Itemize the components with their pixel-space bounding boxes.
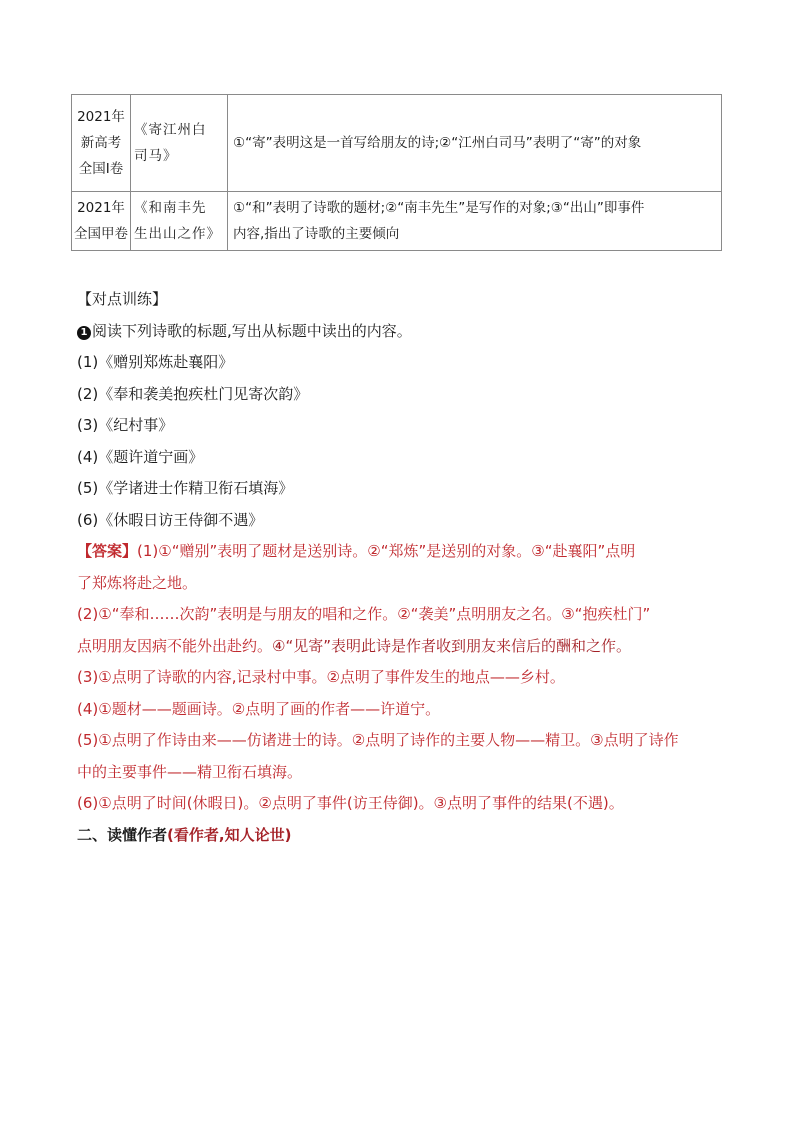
exam-year-cell: 2021年 全国甲卷 (72, 192, 131, 251)
practice-heading: 【对点训练】 (77, 290, 168, 308)
answer-line: (2)①“奉和……次韵”表明是与朋友的唱和之作。②“袭美”点明朋友之名。③“抱疾杜门” (77, 605, 651, 623)
practice-section (77, 284, 727, 851)
answer-line: (6)①点明了时间(休暇日)。②点明了事件(访王侍御)。③点明了事件的结果(不遇)。 (77, 794, 624, 812)
poem-title-cell: 《寄江州白 司马》 (131, 95, 228, 192)
practice-question: 1 阅读下列诗歌的标题,写出从标题中读出的内容。 (77, 316, 727, 348)
list-item: (2)《奉和袭美抱疾杜门见寄次韵》 (77, 384, 309, 403)
exam-year-cell: 2021年 新高考 全国Ⅰ卷 (72, 95, 131, 192)
title-analysis-cell: ①“和”表明了诗歌的题材;②“南丰先生”是写作的对象;③“出山”即事件 内容,指出了诗歌的主要倾向 (228, 192, 722, 251)
table-row (72, 95, 722, 192)
section-subtitle: (看作者,知人论世) (167, 825, 292, 844)
answer-line: 了郑炼将赴之地。 (77, 573, 198, 592)
list-item: (3)《纪村事》 (77, 416, 174, 434)
answer-line: 点明朋友因病不能外出赴约。④“见寄”表明此诗是作者收到朋友来信后的酬和之作。 (77, 636, 632, 655)
list-item: (1)《赠别郑炼赴襄阳》 (77, 353, 234, 371)
answer-line: (5)①点明了作诗由来——仿诸进士的诗。②点明了诗作的主要人物——精卫。③点明了诗作 (77, 731, 679, 749)
section-heading: 二、读懂作者(看作者,知人论世) (77, 825, 292, 844)
answer-line: 中的主要事件——精卫衔石填海。 (77, 762, 303, 781)
exam-table (71, 94, 722, 251)
title-analysis-cell: ①“寄”表明这是一首写给朋友的诗;②“江州白司马”表明了“寄”的对象 (228, 95, 722, 192)
list-item: (4)《题许道宁画》 (77, 447, 204, 466)
number-bullet-icon: 1 (77, 326, 91, 340)
list-item: (6)《休暇日访王侍御不遇》 (77, 510, 264, 529)
answer-line: 【答案】(1)①“赠别”表明了题材是送别诗。②“郑炼”是送别的对象。③“赴襄阳”点明 (77, 542, 636, 560)
list-item: (5)《学诸进士作精卫衔石填海》 (77, 479, 294, 497)
answer-line: (3)①点明了诗歌的内容,记录村中事。②点明了事件发生的地点——乡村。 (77, 668, 565, 686)
poem-title-cell: 《和南丰先 生出山之作》 (131, 192, 228, 251)
answer-label: 【答案】 (77, 542, 138, 560)
table-row (72, 192, 722, 251)
answer-line: (4)①题材——题画诗。②点明了画的作者——许道宁。 (77, 699, 441, 718)
